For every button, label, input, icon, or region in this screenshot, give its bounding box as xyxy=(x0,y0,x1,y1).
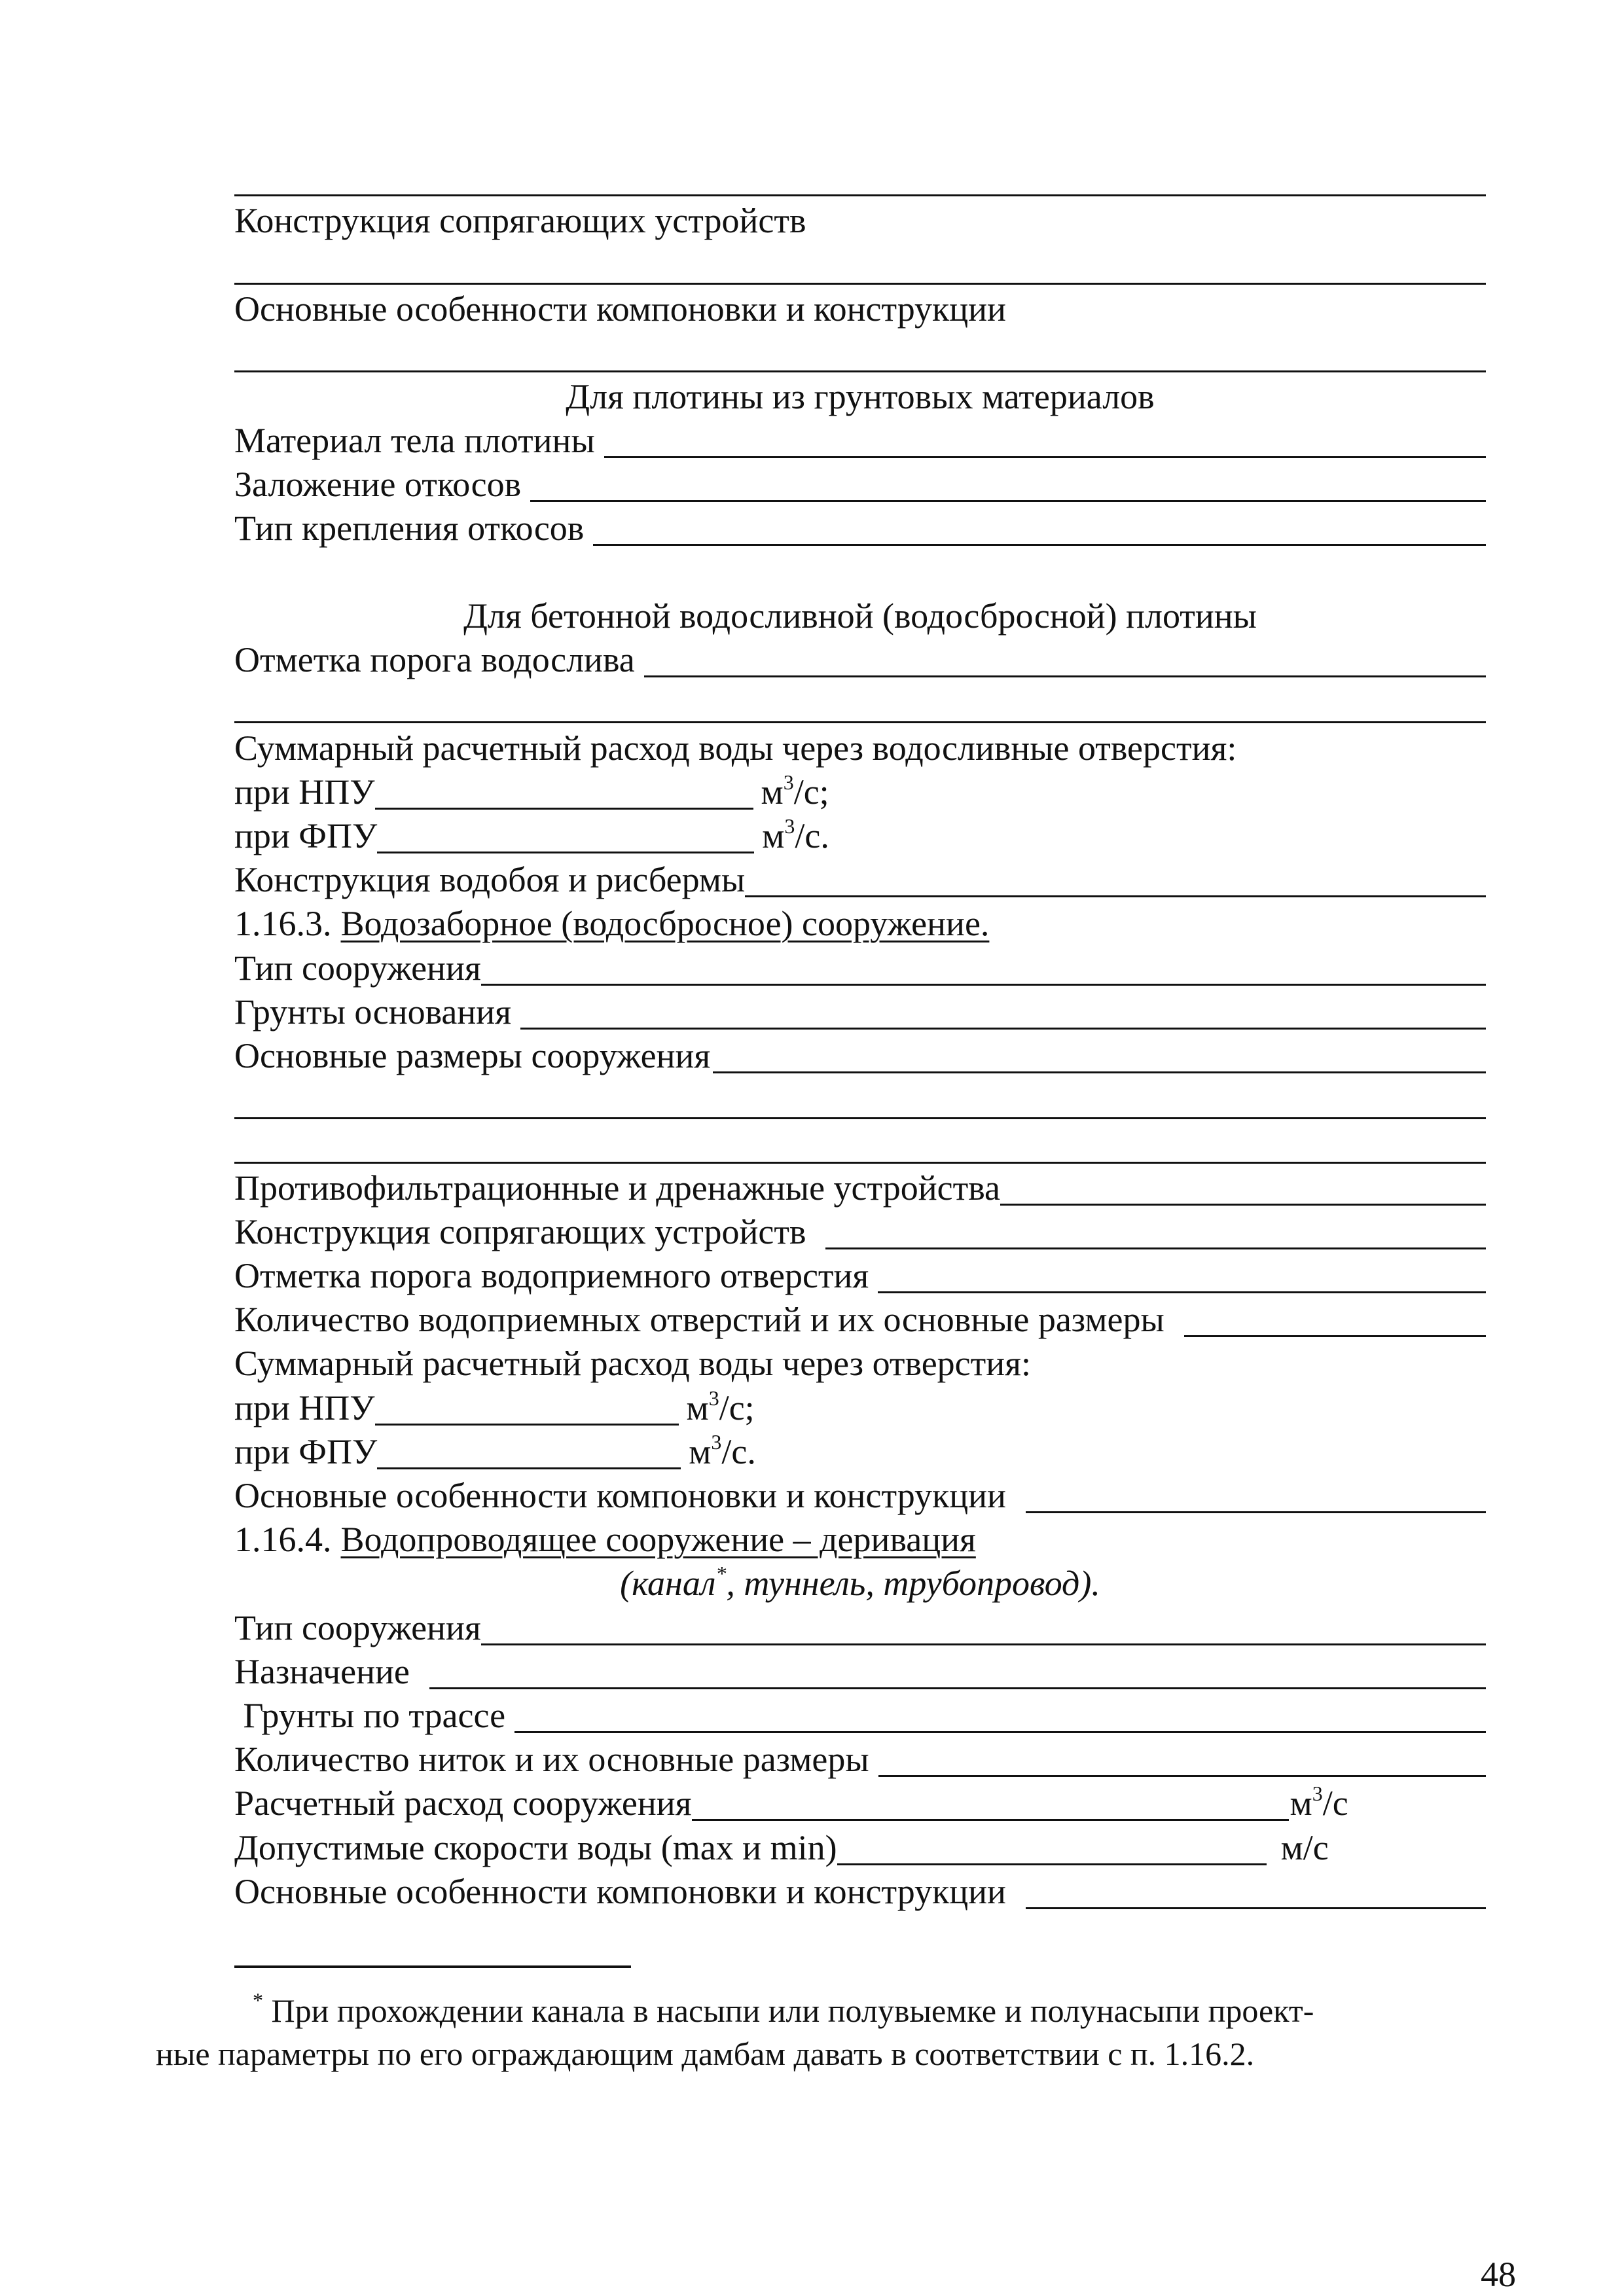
unit-m3s: $м^3/с$ xyxy=(1290,1782,1348,1823)
blank-line[interactable] xyxy=(1026,1474,1486,1513)
unit-m3s: $м^3/с$; xyxy=(686,1386,755,1427)
blank-rule xyxy=(234,370,1486,372)
field-seepage-drainage: Противофильтрационные и дренажные устройства xyxy=(234,1166,1486,1210)
blank-line[interactable] xyxy=(1000,1166,1486,1206)
blank-line[interactable] xyxy=(377,1430,681,1469)
blank-line[interactable] xyxy=(481,946,1486,986)
field-design-discharge: Расчетный расход сооружения $м^3/с$ xyxy=(234,1782,1486,1825)
field-total-discharge-spillway: Суммарный расчетный расход воды через водосливные отверстия: xyxy=(234,728,1237,768)
field-layout-features-3: Основные особенности компоновки и конструкции xyxy=(234,1870,1486,1913)
footnote-separator xyxy=(234,1965,631,1968)
blank-rule xyxy=(234,1162,1486,1164)
blank-line[interactable] xyxy=(692,1782,1289,1821)
unit-m3s: $м^3/с$. xyxy=(689,1430,756,1471)
blank-line[interactable] xyxy=(520,990,1486,1030)
field-total-discharge-openings: Суммарный расчетный расход воды через отверстия: xyxy=(234,1344,1031,1383)
field-discharge-fpu-2: при ФПУ $м^3/с$. xyxy=(234,1430,1486,1473)
blank-line[interactable] xyxy=(745,858,1486,897)
field-purpose: Назначение xyxy=(234,1650,1486,1693)
section-title: Водопроводящее сооружение – деривация xyxy=(340,1520,976,1559)
blank-line[interactable] xyxy=(593,507,1486,546)
field-main-dimensions: Основные размеры сооружения xyxy=(234,1034,1486,1077)
blank-line[interactable] xyxy=(375,770,753,810)
field-layout-features-2: Основные особенности компоновки и конструкции xyxy=(234,1474,1486,1517)
field-structure-type-2: Тип сооружения xyxy=(234,1606,1486,1649)
unit-m3s: $м^3/с$; xyxy=(761,770,829,812)
section-1-16-3-heading: 1.16.3. Водозаборное (водосбросное) сооружение. xyxy=(234,902,1486,945)
field-intake-sill: Отметка порога водоприемного отверстия xyxy=(234,1254,1486,1297)
section-title: Водозаборное (водосбросное) сооружение. xyxy=(340,904,990,943)
field-spillway-crest: Отметка порога водослива xyxy=(234,638,1486,681)
field-structure-type: Тип сооружения xyxy=(234,946,1486,990)
field-coupling-devices xyxy=(234,199,1486,242)
footnote-marker: * xyxy=(253,1988,263,2012)
blank-line[interactable] xyxy=(878,1738,1486,1777)
field-foundation-soils: Грунты основания xyxy=(234,990,1486,1033)
blank-line[interactable] xyxy=(530,463,1486,502)
blank-line[interactable] xyxy=(644,638,1486,677)
field-slope-ratio: Заложение откосов xyxy=(234,463,1486,506)
blank-line[interactable] xyxy=(481,1606,1486,1645)
section-1-16-4-heading: 1.16.4. Водопроводящее сооружение – деривация xyxy=(234,1518,1486,1561)
blank-line[interactable] xyxy=(1184,1298,1486,1337)
field-permissible-velocity: Допустимые скорости воды (max и min) м/с xyxy=(234,1826,1486,1869)
blank-rule xyxy=(234,721,1486,723)
field-label: Основные особенности компоновки и конструкции xyxy=(234,289,1006,329)
field-label: Конструкция сопрягающих устройств xyxy=(234,201,806,240)
field-discharge-npu-2: при НПУ $м^3/с$; xyxy=(234,1386,1486,1429)
field-dam-body-material: Материал тела плотины xyxy=(234,419,1486,462)
subheading-concrete-dam: Для бетонной водосливной (водосбросной) плотины xyxy=(463,596,1257,636)
field-coupling-devices-2: Конструкция сопрягающих устройств xyxy=(234,1210,1486,1253)
blank-line[interactable] xyxy=(837,1826,1267,1865)
field-discharge-fpu: при ФПУ $м^3/с$. xyxy=(234,814,1486,857)
blank-line[interactable] xyxy=(825,1210,1486,1249)
field-slope-protection: Тип крепления откосов xyxy=(234,507,1486,550)
blank-line[interactable] xyxy=(377,814,754,853)
footnote-marker: * xyxy=(715,1562,727,1585)
footnote-line-1: * При прохождении канала в насыпи или полувыемке и полунасыпи проект- xyxy=(253,1988,1314,2029)
blank-line[interactable] xyxy=(1026,1870,1486,1909)
blank-rule xyxy=(234,1117,1486,1119)
field-layout-features xyxy=(234,287,1486,331)
blank-rule xyxy=(234,283,1486,285)
blank-line[interactable] xyxy=(375,1386,679,1426)
field-intake-openings: Количество водоприемных отверстий и их основные размеры xyxy=(234,1298,1486,1341)
blank-rule xyxy=(234,194,1486,196)
blank-line[interactable] xyxy=(878,1254,1486,1293)
field-number-of-lines: Количество ниток и их основные размеры xyxy=(234,1738,1486,1781)
blank-line[interactable] xyxy=(429,1650,1486,1689)
blank-line[interactable] xyxy=(713,1034,1486,1073)
subheading-ground-dam: Для плотины из грунтовых материалов xyxy=(566,377,1155,416)
footnote-line-2: ные параметры по его ограждающим дамбам давать в соответствии с п. 1.16.2. xyxy=(156,2036,1255,2072)
unit-ms: м/с xyxy=(1280,1828,1329,1867)
unit-m3s: $м^3/с$. xyxy=(762,814,829,855)
field-stilling-basin: Конструкция водобоя и рисбермы xyxy=(234,858,1486,901)
field-discharge-npu: при НПУ $м^3/с$; xyxy=(234,770,1486,814)
page-number: 48 xyxy=(1481,2255,1516,2294)
field-route-soils: Грунты по трассе xyxy=(234,1694,1486,1737)
blank-line[interactable] xyxy=(514,1694,1486,1733)
section-1-16-4-subtitle: (канал*, туннель, трубопровод). xyxy=(620,1562,1100,1603)
blank-line[interactable] xyxy=(604,419,1486,458)
